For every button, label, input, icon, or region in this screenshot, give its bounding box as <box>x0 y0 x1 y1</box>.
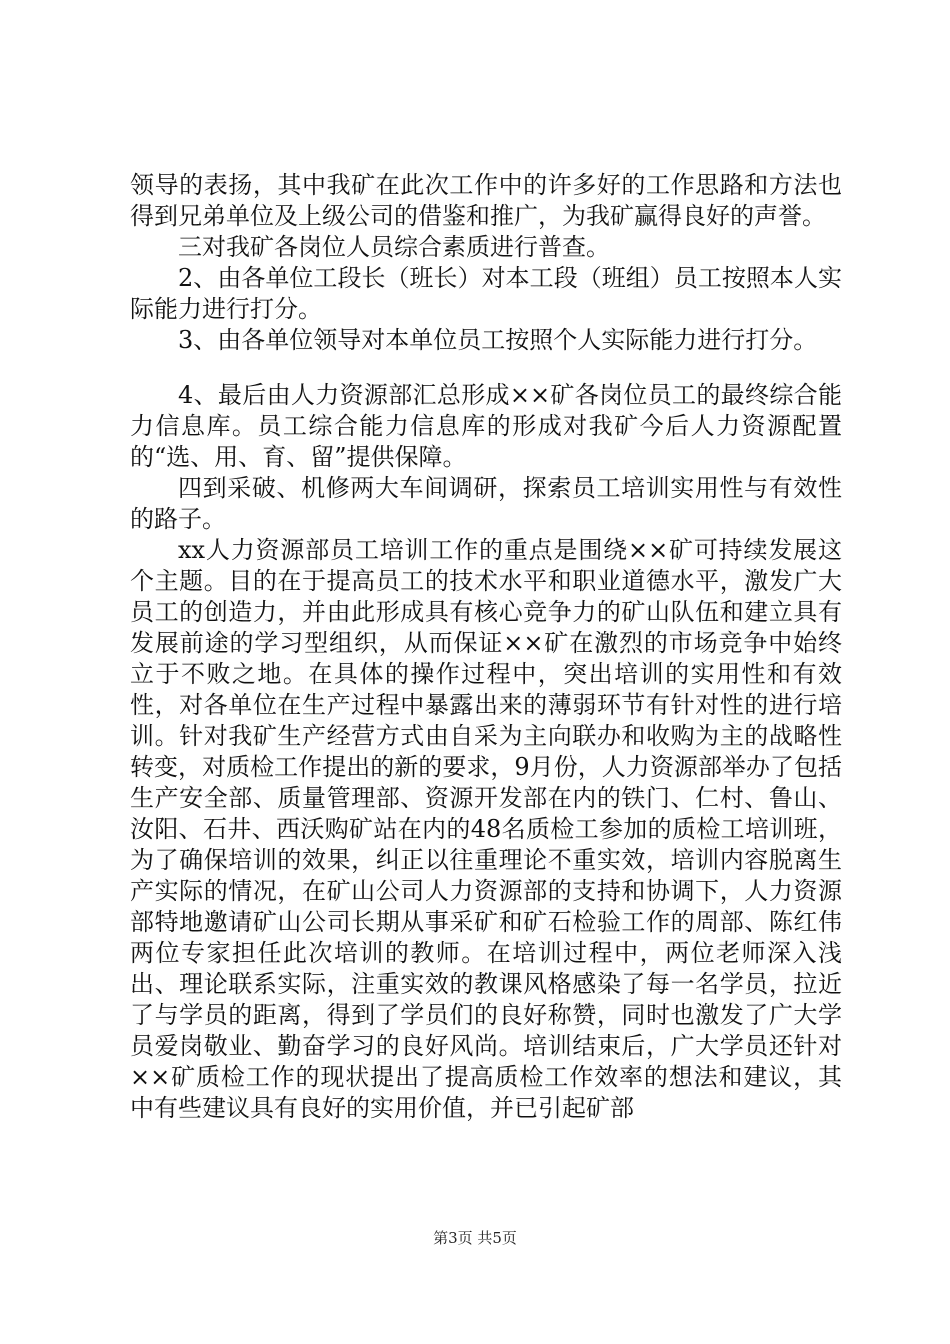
paragraph-item-2: 2、由各单位工段长（班长）对本工段（班组）员工按照本人实际能力进行打分。 <box>130 264 842 323</box>
paragraph-praise-continuation: 领导的表扬，其中我矿在此次工作中的许多好的工作思路和方法也得到兄弟单位及上级公司的借鉴和推广，为我矿赢得良好的声誉。 <box>130 171 842 230</box>
paragraph-section-four-heading: 四到采破、机修两大车间调研，探索员工培训实用性与有效性的路子。 <box>130 474 842 533</box>
paragraph-item-4: 4、最后由人力资源部汇总形成××矿各岗位员工的最终综合能力信息库。员工综合能力信息库的形成对我矿今后人力资源配置的“选、用、育、留”提供保障。 <box>130 381 842 471</box>
paragraph-training-body: xx人力资源部员工培训工作的重点是围绕××矿可持续发展这个主题。目的在于提高员工的技术水平和职业道德水平，激发广大员工的创造力，并由此形成具有核心竞争力的矿山队伍和建立具有发展前途的学习型组织，从而保证××矿在激烈的市场竞争中始终立于不败之地。在具体的操作过程中，突出培训的实用性和有效性，对各单位在生产过程中暴露出来的薄弱环节有针对性的进行培训。针对我矿生产经营方式由自采为主向联办和收购为主的战略性转变，对质检工作提出的新的要求，9月份，人力资源部举办了包括生产安全部、质量管理部、资源开发部在内的铁门、仁村、鲁山、汝阳、石井、西沃购矿站在内的48名质检工参加的质检工培训班，为了确保培训的效果，纠正以往重理论不重实效，培训内容脱离生产实际的情况，在矿山公司人力资源部的支持和协调下，人力资源部特地邀请矿山公司长期从事采矿和矿石检验工作的周部、陈红伟两位专家担任此次培训的教师。在培训过程中，两位老师深入浅出、理论联系实际，注重实效的教课风格感染了每一名学员，拉近了与学员的距离，得到了学员们的良好称赞，同时也激发了广大学员爱岗敬业、勤奋学习的良好风尚。培训结束后，广大学员还针对××矿质检工作的现状提出了提高质检工作效率的想法和建议，其中有些建议具有良好的实用价值，并已引起矿部 <box>130 536 842 1122</box>
page-number-footer: 第3页 共5页 <box>433 1229 517 1247</box>
document-body <box>130 170 842 1124</box>
paragraph-section-three-heading: 三对我矿各岗位人员综合素质进行普查。 <box>178 233 610 261</box>
paragraph-item-3: 3、由各单位领导对本单位员工按照个人实际能力进行打分。 <box>178 326 818 354</box>
